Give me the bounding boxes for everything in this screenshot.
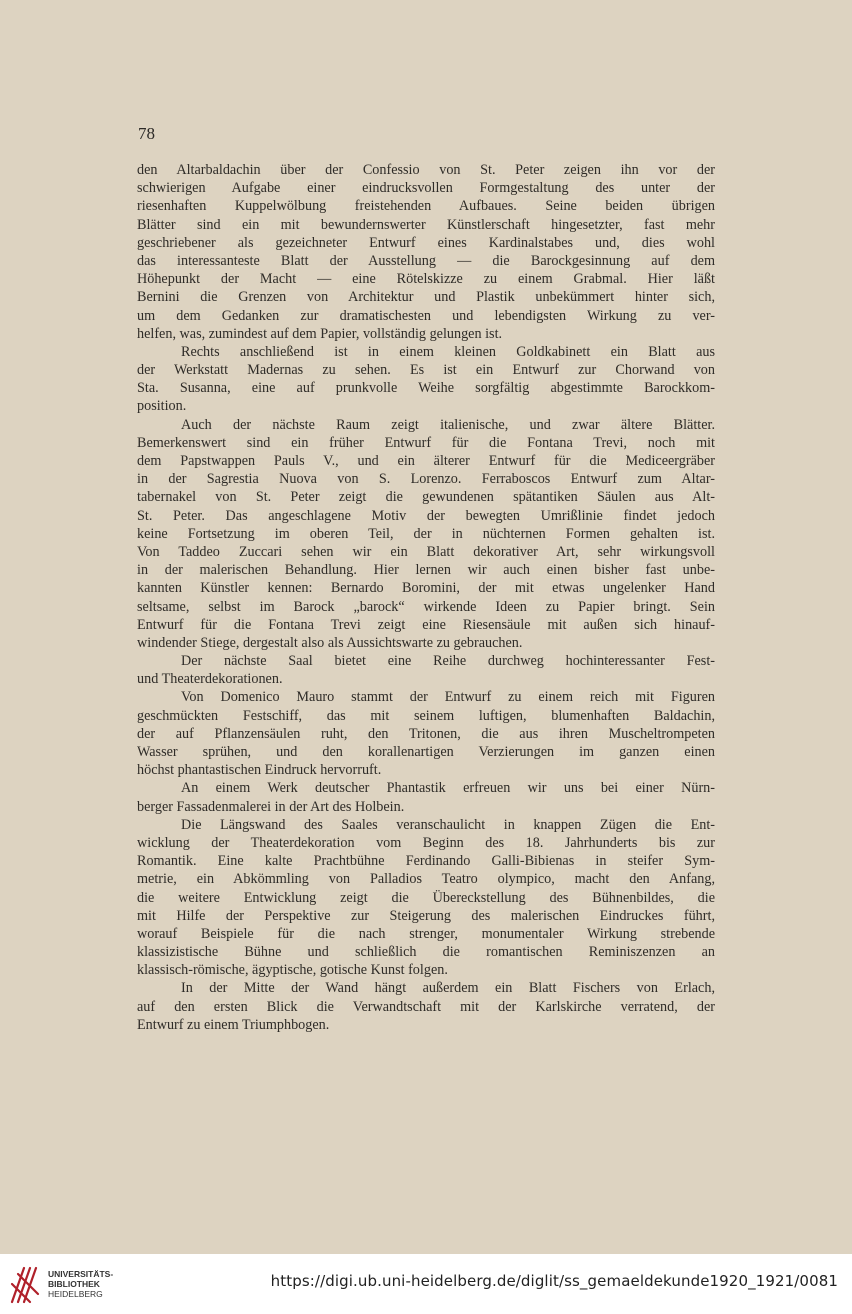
text-line: Die Längswand des Saales veranschaulicht in knappen Zügen die Ent- [181,816,715,833]
text-line: Bemerkenswert sind ein früher Entwurf für die Fontana Trevi, noch mit [137,434,715,451]
text-line: keine Fortsetzung im oberen Teil, der in nüchternen Formen gehalten ist. [137,525,715,542]
text-line: An einem Werk deutscher Phantastik erfreuen wir uns bei einer Nürn- [181,780,715,797]
text-line: klassizistische Bühne und schließlich die romantischen Reminiszenzen an [137,944,715,961]
text-line: worauf Beispiele für die nach strenger, monumentaler Wirkung strebende [137,925,715,942]
text-line: der Werkstatt Madernas zu sehen. Es ist ein Entwurf zur Chorwand von [137,362,715,379]
text-line: Wasser sprühen, und den korallenartigen Verzierungen im ganzen einen [137,744,715,760]
text-line: Höhepunkt der Macht — eine Rötelskizze zu einem Grabmal. Hier läßt [137,271,715,288]
text-line: Entwurf zu einem Triumphbogen. [137,1016,330,1033]
page-number: 78 [138,124,155,143]
library-name-line1: UNIVERSITÄTS- [48,1269,114,1279]
text-line: das interessanteste Blatt der Ausstellung — die Barockgesinnung auf dem [137,252,715,269]
text-line: Sta. Susanna, eine auf prunkvolle Weihe sorgfältig abgestimmte Barockkom- [137,380,715,397]
text-line: kannten Künstler kennen: Bernardo Boromini, der mit etwas ungelenker Hand [137,580,715,597]
text-line: berger Fassadenmalerei in der Art des Holbein. [137,798,405,815]
text-line: mit Hilfe der Perspektive zur Steigerung des malerischen Eindruckes führt, [137,907,715,924]
text-line: riesenhaften Kuppelwölbung freistehenden Aufbaues. Seine beiden übrigen [137,198,715,215]
text-line: tabernakel von St. Peter zeigt die gewundenen spätantiken Säulen aus Alt- [137,489,715,506]
text-line: Auch der nächste Raum zeigt italienische, und zwar ältere Blätter. [181,416,715,433]
text-line: Der nächste Saal bietet eine Reihe durchweg hochinteressanter Fest- [181,653,715,670]
text-line: Blätter sind ein mit bewundernswerter Künstlerschaft hingesetzter, fast mehr [137,216,715,233]
text-line: höchst phantastischen Eindruck hervorruft. [137,762,382,779]
library-name-line3: HEIDELBERG [48,1289,103,1299]
text-line: St. Peter. Das angeschlagene Motiv der bewegten Umrißlinie findet jedoch [137,507,715,524]
text-line: Romantik. Eine kalte Prachtbühne Ferdinando Galli-Bibienas in steifer Sym- [137,853,715,870]
document-url-link[interactable]: https://digi.ub.uni-heidelberg.de/diglit/ss_gemaeldekunde1920_1921/0081 [270,1272,838,1290]
body-text [137,161,715,1034]
text-line: schwierigen Aufgabe einer eindrucksvollen Formgestaltung des unter der [137,180,715,197]
heidelberg-library-logo-icon [8,1262,42,1306]
text-line: seltsame, selbst im Barock „barock“ wirkende Ideen zu Papier bringt. Sein [137,598,715,615]
text-line: geschmückten Festschiff, das mit seinem luftigen, blumenhaften Baldachin, [137,707,715,724]
library-name [48,1269,113,1299]
text-line: Von Taddeo Zuccari sehen wir ein Blatt dekorativer Art, sehr wirkungsvoll [137,543,715,560]
text-line: geschriebener als gezeichneter Entwurf eines Kardinalstabes und, dies wohl [137,234,715,251]
text-line: metrie, ein Abkömmling von Palladios Teatro olympico, macht den Anfang, [137,871,715,888]
text-line: den Altarbaldachin über der Confessio von St. Peter zeigen ihn vor der [137,162,715,178]
text-line: und Theaterdekorationen. [137,671,283,688]
text-line: klassisch-römische, ägyptische, gotische Kunst folgen. [137,962,448,979]
text-line: Entwurf für die Fontana Trevi zeigt eine Riesensäule mit außen sich hinauf- [137,616,715,633]
text-line: In der Mitte der Wand hängt außerdem ein Blatt Fischers von Erlach, [181,980,715,997]
text-line: die weitere Entwicklung zeigt die Übereckstellung des Bühnenbildes, die [137,889,715,906]
text-line: helfen, was, zumindest auf dem Papier, vollständig gelungen ist. [137,325,503,342]
footer-bar [0,1254,852,1314]
text-line: auf den ersten Blick die Verwandtschaft mit der Karlskirche verratend, der [137,998,715,1015]
text-line: in der Sagrestia Nuova von S. Lorenzo. Ferraboscos Entwurf zum Altar- [137,471,715,488]
text-line: wicklung der Theaterdekoration vom Beginn des 18. Jahrhunderts bis zur [137,834,715,851]
library-name-line2: BIBLIOTHEK [48,1279,100,1289]
text-line: position. [137,398,187,415]
text-line: Rechts anschließend ist in einem kleinen Goldkabinett ein Blatt aus [181,343,715,360]
text-line: windender Stiege, dergestalt also als Aussichtswarte zu gebrauchen. [137,634,523,651]
text-line: Von Domenico Mauro stammt der Entwurf zu einem reich mit Figuren [181,689,715,706]
text-line: um dem Gedanken zur dramatischesten und lebendigsten Wirkung zu ver- [137,307,715,324]
text-line: dem Papstwappen Pauls V., und ein älterer Entwurf für die Mediceergräber [137,453,715,469]
text-line: Bernini die Grenzen von Architektur und Plastik unbekümmert hinter sich, [137,289,715,306]
text-line: in der malerischen Behandlung. Hier lernen wir auch einen bisher fast unbe- [137,562,715,579]
text-line: der auf Pflanzensäulen ruht, den Tritonen, die aus ihren Muscheltrompeten [137,725,715,742]
